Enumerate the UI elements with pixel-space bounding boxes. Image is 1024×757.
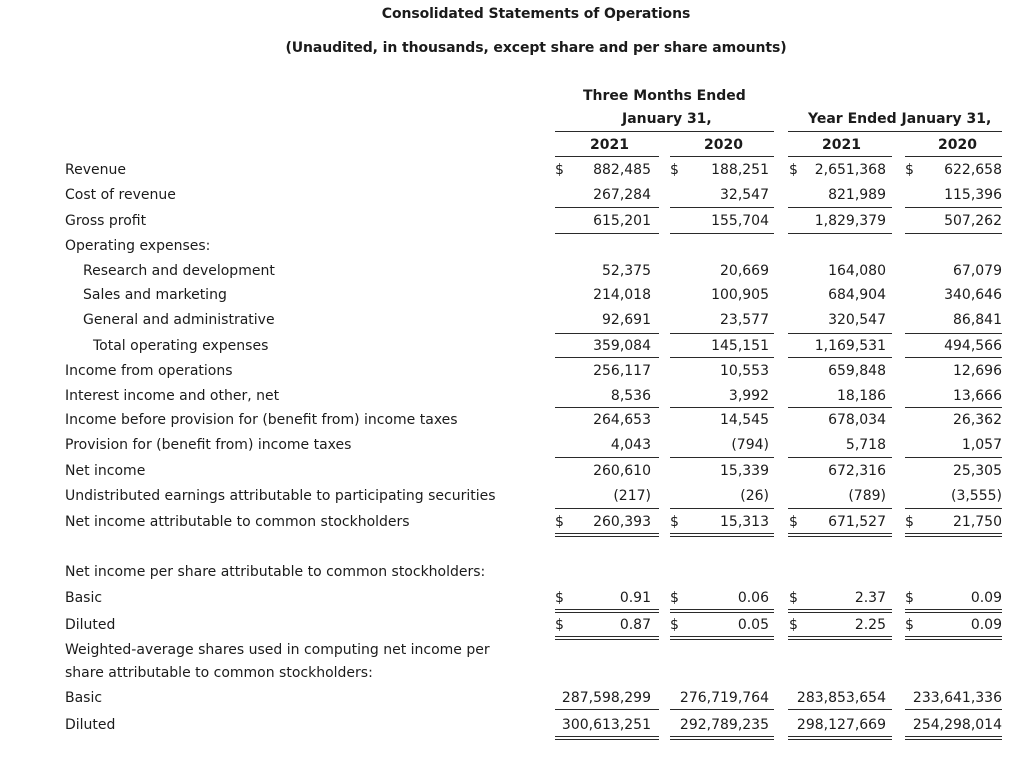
cell-value: 267,284 <box>593 187 651 203</box>
cell-value: 15,339 <box>720 463 769 479</box>
cell-value: 4,043 <box>610 437 651 453</box>
underline-ga-col4 <box>905 333 1002 334</box>
currency-symbol: $ <box>905 590 914 606</box>
cell-value: 615,201 <box>593 213 651 229</box>
currency-symbol: $ <box>789 162 798 178</box>
row-label: Provision for (benefit from) income taxes <box>65 437 352 453</box>
double-underline-eps-diluted-a-col4 <box>905 636 1002 637</box>
underline-shares-basic-col1 <box>555 709 659 710</box>
double-underline-eps-diluted-a-col3 <box>788 636 892 637</box>
row-label: Diluted <box>65 617 116 633</box>
underline-gross-col3 <box>788 233 892 234</box>
cell-value: (3,555) <box>950 488 1002 504</box>
cell-value: 287,598,299 <box>561 690 651 706</box>
row-label: Basic <box>65 590 103 606</box>
header-year-2020-fy: 2020 <box>938 137 977 153</box>
double-underline-a-col4 <box>905 533 1002 534</box>
underline-col2 <box>670 156 774 157</box>
cell-value: 0.91 <box>619 590 651 606</box>
cell-value: 26,362 <box>953 412 1002 428</box>
cell-value: 320,547 <box>828 312 886 328</box>
cell-value: 100,905 <box>711 287 769 303</box>
row-label: Income from operations <box>65 363 233 379</box>
header-three-months-line2: January 31, <box>622 111 712 127</box>
double-underline-eps-basic-a-col4 <box>905 609 1002 610</box>
table-row-shares-diluted <box>0 714 1024 736</box>
row-label: Diluted <box>65 717 116 733</box>
table-row-eps-basic <box>0 587 1024 609</box>
table-row-net-income-attributable <box>0 511 1024 533</box>
double-underline-eps-diluted-a-col1 <box>555 636 659 637</box>
cell-value: 359,084 <box>593 338 651 354</box>
underline-interest-col4 <box>905 407 1002 408</box>
table-row-income-from-operations <box>0 360 1024 382</box>
row-label: Net income <box>65 463 146 479</box>
currency-symbol: $ <box>670 162 679 178</box>
statement-subtitle: (Unaudited, in thousands, except share and per share amounts) <box>285 40 787 56</box>
double-underline-eps-basic-a-col3 <box>788 609 892 610</box>
cell-value: 52,375 <box>602 263 651 279</box>
section-heading: Weighted-average shares used in computing net income per <box>65 642 490 658</box>
currency-symbol: $ <box>555 617 564 633</box>
underline-total-col2 <box>670 357 774 358</box>
cell-value: 622,658 <box>944 162 1002 178</box>
row-label: Gross profit <box>65 213 147 229</box>
double-underline-b-col4 <box>905 536 1002 537</box>
row-label: Research and development <box>83 263 275 279</box>
underline-col3 <box>788 156 892 157</box>
table-row-shares-basic <box>0 687 1024 709</box>
double-underline-shares-b-col2 <box>670 739 774 740</box>
cell-value: 145,151 <box>711 338 769 354</box>
cell-value: 10,553 <box>720 363 769 379</box>
currency-symbol: $ <box>789 590 798 606</box>
row-label: Net income attributable to common stockholders <box>65 514 410 530</box>
double-underline-shares-b-col1 <box>555 739 659 740</box>
underline-cost-col4 <box>905 207 1002 208</box>
double-underline-shares-a-col2 <box>670 736 774 737</box>
underline-provision-col1 <box>555 457 659 458</box>
cell-value: 164,080 <box>828 263 886 279</box>
cell-value: 256,117 <box>593 363 651 379</box>
header-year-2021-q: 2021 <box>590 137 629 153</box>
underline-gross-col2 <box>670 233 774 234</box>
underline-undistributed-col2 <box>670 508 774 509</box>
cell-value: 115,396 <box>944 187 1002 203</box>
cell-value: 672,316 <box>828 463 886 479</box>
double-underline-eps-basic-b-col2 <box>670 612 774 613</box>
row-label: Income before provision for (benefit from) income taxes <box>65 412 458 428</box>
table-row-income-before-taxes <box>0 409 1024 431</box>
table-row-eps-diluted <box>0 614 1024 636</box>
double-underline-a-col2 <box>670 533 774 534</box>
underline-total-col3 <box>788 357 892 358</box>
cell-value: 1,169,531 <box>814 338 886 354</box>
row-label: Basic <box>65 690 103 706</box>
table-row-general-administrative <box>0 309 1024 331</box>
cell-value: (217) <box>613 488 651 504</box>
currency-symbol: $ <box>670 514 679 530</box>
cell-value: 0.87 <box>619 617 651 633</box>
cell-value: 18,186 <box>837 388 886 404</box>
cell-value: 260,393 <box>593 514 651 530</box>
underline-interest-col3 <box>788 407 892 408</box>
header-underline-three-months <box>555 131 774 132</box>
underline-col4 <box>905 156 1002 157</box>
cell-value: 0.06 <box>737 590 769 606</box>
underline-ga-col1 <box>555 333 659 334</box>
underline-total-col1 <box>555 357 659 358</box>
cell-value: (789) <box>848 488 886 504</box>
cell-value: 659,848 <box>828 363 886 379</box>
cell-value: 5,718 <box>845 437 886 453</box>
currency-symbol: $ <box>555 162 564 178</box>
table-row-research-development <box>0 260 1024 282</box>
underline-cost-col2 <box>670 207 774 208</box>
row-label: Cost of revenue <box>65 187 176 203</box>
row-label: Operating expenses: <box>65 238 211 254</box>
underline-undistributed-col3 <box>788 508 892 509</box>
cell-value: (794) <box>731 437 769 453</box>
cell-value: 23,577 <box>720 312 769 328</box>
currency-symbol: $ <box>905 617 914 633</box>
double-underline-shares-b-col3 <box>788 739 892 740</box>
cell-value: 283,853,654 <box>796 690 886 706</box>
underline-provision-col3 <box>788 457 892 458</box>
currency-symbol: $ <box>555 514 564 530</box>
underline-cost-col1 <box>555 207 659 208</box>
cell-value: 13,666 <box>953 388 1002 404</box>
underline-provision-col2 <box>670 457 774 458</box>
cell-value: 1,829,379 <box>814 213 886 229</box>
double-underline-shares-b-col4 <box>905 739 1002 740</box>
table-row-shares-heading-1 <box>0 639 1024 661</box>
double-underline-b-col2 <box>670 536 774 537</box>
cell-value: 21,750 <box>953 514 1002 530</box>
underline-provision-col4 <box>905 457 1002 458</box>
table-row-eps-heading <box>0 561 1024 583</box>
currency-symbol: $ <box>905 162 914 178</box>
section-heading: share attributable to common stockholders: <box>65 665 373 681</box>
table-row-gross-profit <box>0 210 1024 232</box>
double-underline-eps-diluted-a-col2 <box>670 636 774 637</box>
underline-shares-basic-col3 <box>788 709 892 710</box>
underline-gross-col1 <box>555 233 659 234</box>
cell-value: 86,841 <box>953 312 1002 328</box>
row-label: Interest income and other, net <box>65 388 280 404</box>
currency-symbol: $ <box>670 617 679 633</box>
table-row-sales-marketing <box>0 284 1024 306</box>
table-row-operating-expenses-heading <box>0 235 1024 257</box>
cell-value: 882,485 <box>593 162 651 178</box>
header-year-2020-q: 2020 <box>704 137 743 153</box>
cell-value: 264,653 <box>593 412 651 428</box>
currency-symbol: $ <box>670 590 679 606</box>
underline-undistributed-col4 <box>905 508 1002 509</box>
table-row-provision-taxes <box>0 434 1024 456</box>
underline-total-col4 <box>905 357 1002 358</box>
cell-value: 292,789,235 <box>679 717 769 733</box>
cell-value: 300,613,251 <box>561 717 651 733</box>
row-label: Total operating expenses <box>93 338 269 354</box>
currency-symbol: $ <box>789 514 798 530</box>
row-label: Undistributed earnings attributable to participating securities <box>65 488 496 504</box>
cell-value: 32,547 <box>720 187 769 203</box>
row-label: Revenue <box>65 162 126 178</box>
cell-value: 8,536 <box>610 388 651 404</box>
cell-value: 678,034 <box>828 412 886 428</box>
table-row-revenue <box>0 159 1024 181</box>
cell-value: 67,079 <box>953 263 1002 279</box>
cell-value: 298,127,669 <box>796 717 886 733</box>
cell-value: 1,057 <box>961 437 1002 453</box>
header-year-ended: Year Ended January 31, <box>808 111 992 127</box>
cell-value: 2.37 <box>854 590 886 606</box>
cell-value: 340,646 <box>944 287 1002 303</box>
currency-symbol: $ <box>905 514 914 530</box>
double-underline-b-col1 <box>555 536 659 537</box>
cell-value: 254,298,014 <box>912 717 1002 733</box>
table-row-undistributed-earnings <box>0 485 1024 507</box>
cell-value: 507,262 <box>944 213 1002 229</box>
cell-value: 25,305 <box>953 463 1002 479</box>
double-underline-eps-basic-b-col1 <box>555 612 659 613</box>
underline-undistributed-col1 <box>555 508 659 509</box>
cell-value: 0.09 <box>970 590 1002 606</box>
table-row-net-income <box>0 460 1024 482</box>
double-underline-shares-a-col3 <box>788 736 892 737</box>
cell-value: 2.25 <box>854 617 886 633</box>
cell-value: 15,313 <box>720 514 769 530</box>
header-three-months-line1: Three Months Ended <box>583 88 746 104</box>
underline-ga-col3 <box>788 333 892 334</box>
row-label: Sales and marketing <box>83 287 227 303</box>
double-underline-eps-basic-b-col4 <box>905 612 1002 613</box>
double-underline-b-col3 <box>788 536 892 537</box>
underline-shares-basic-col4 <box>905 709 1002 710</box>
cell-value: (26) <box>740 488 769 504</box>
double-underline-a-col3 <box>788 533 892 534</box>
table-row-interest-income <box>0 385 1024 407</box>
cell-value: 214,018 <box>593 287 651 303</box>
currency-symbol: $ <box>555 590 564 606</box>
cell-value: 276,719,764 <box>679 690 769 706</box>
statement-title: Consolidated Statements of Operations <box>381 6 691 22</box>
cell-value: 20,669 <box>720 263 769 279</box>
table-row-cost-of-revenue <box>0 184 1024 206</box>
underline-col1 <box>555 156 659 157</box>
table-row-total-operating-expenses <box>0 335 1024 357</box>
header-underline-year-ended <box>788 131 1002 132</box>
cell-value: 233,641,336 <box>912 690 1002 706</box>
double-underline-shares-a-col4 <box>905 736 1002 737</box>
cell-value: 0.09 <box>970 617 1002 633</box>
row-label: General and administrative <box>83 312 275 328</box>
double-underline-shares-a-col1 <box>555 736 659 737</box>
underline-ga-col2 <box>670 333 774 334</box>
cell-value: 92,691 <box>602 312 651 328</box>
cell-value: 671,527 <box>828 514 886 530</box>
cell-value: 494,566 <box>944 338 1002 354</box>
currency-symbol: $ <box>789 617 798 633</box>
cell-value: 821,989 <box>828 187 886 203</box>
section-heading: Net income per share attributable to common stockholders: <box>65 564 486 580</box>
cell-value: 2,651,368 <box>814 162 886 178</box>
underline-cost-col3 <box>788 207 892 208</box>
underline-interest-col2 <box>670 407 774 408</box>
double-underline-eps-basic-a-col1 <box>555 609 659 610</box>
cell-value: 260,610 <box>593 463 651 479</box>
cell-value: 14,545 <box>720 412 769 428</box>
cell-value: 12,696 <box>953 363 1002 379</box>
cell-value: 155,704 <box>711 213 769 229</box>
cell-value: 684,904 <box>828 287 886 303</box>
double-underline-eps-basic-b-col3 <box>788 612 892 613</box>
table-row-shares-heading-2 <box>0 662 1024 684</box>
double-underline-a-col1 <box>555 533 659 534</box>
underline-shares-basic-col2 <box>670 709 774 710</box>
underline-interest-col1 <box>555 407 659 408</box>
header-year-2021-fy: 2021 <box>822 137 861 153</box>
cell-value: 0.05 <box>737 617 769 633</box>
cell-value: 3,992 <box>728 388 769 404</box>
underline-gross-col4 <box>905 233 1002 234</box>
cell-value: 188,251 <box>711 162 769 178</box>
double-underline-eps-basic-a-col2 <box>670 609 774 610</box>
